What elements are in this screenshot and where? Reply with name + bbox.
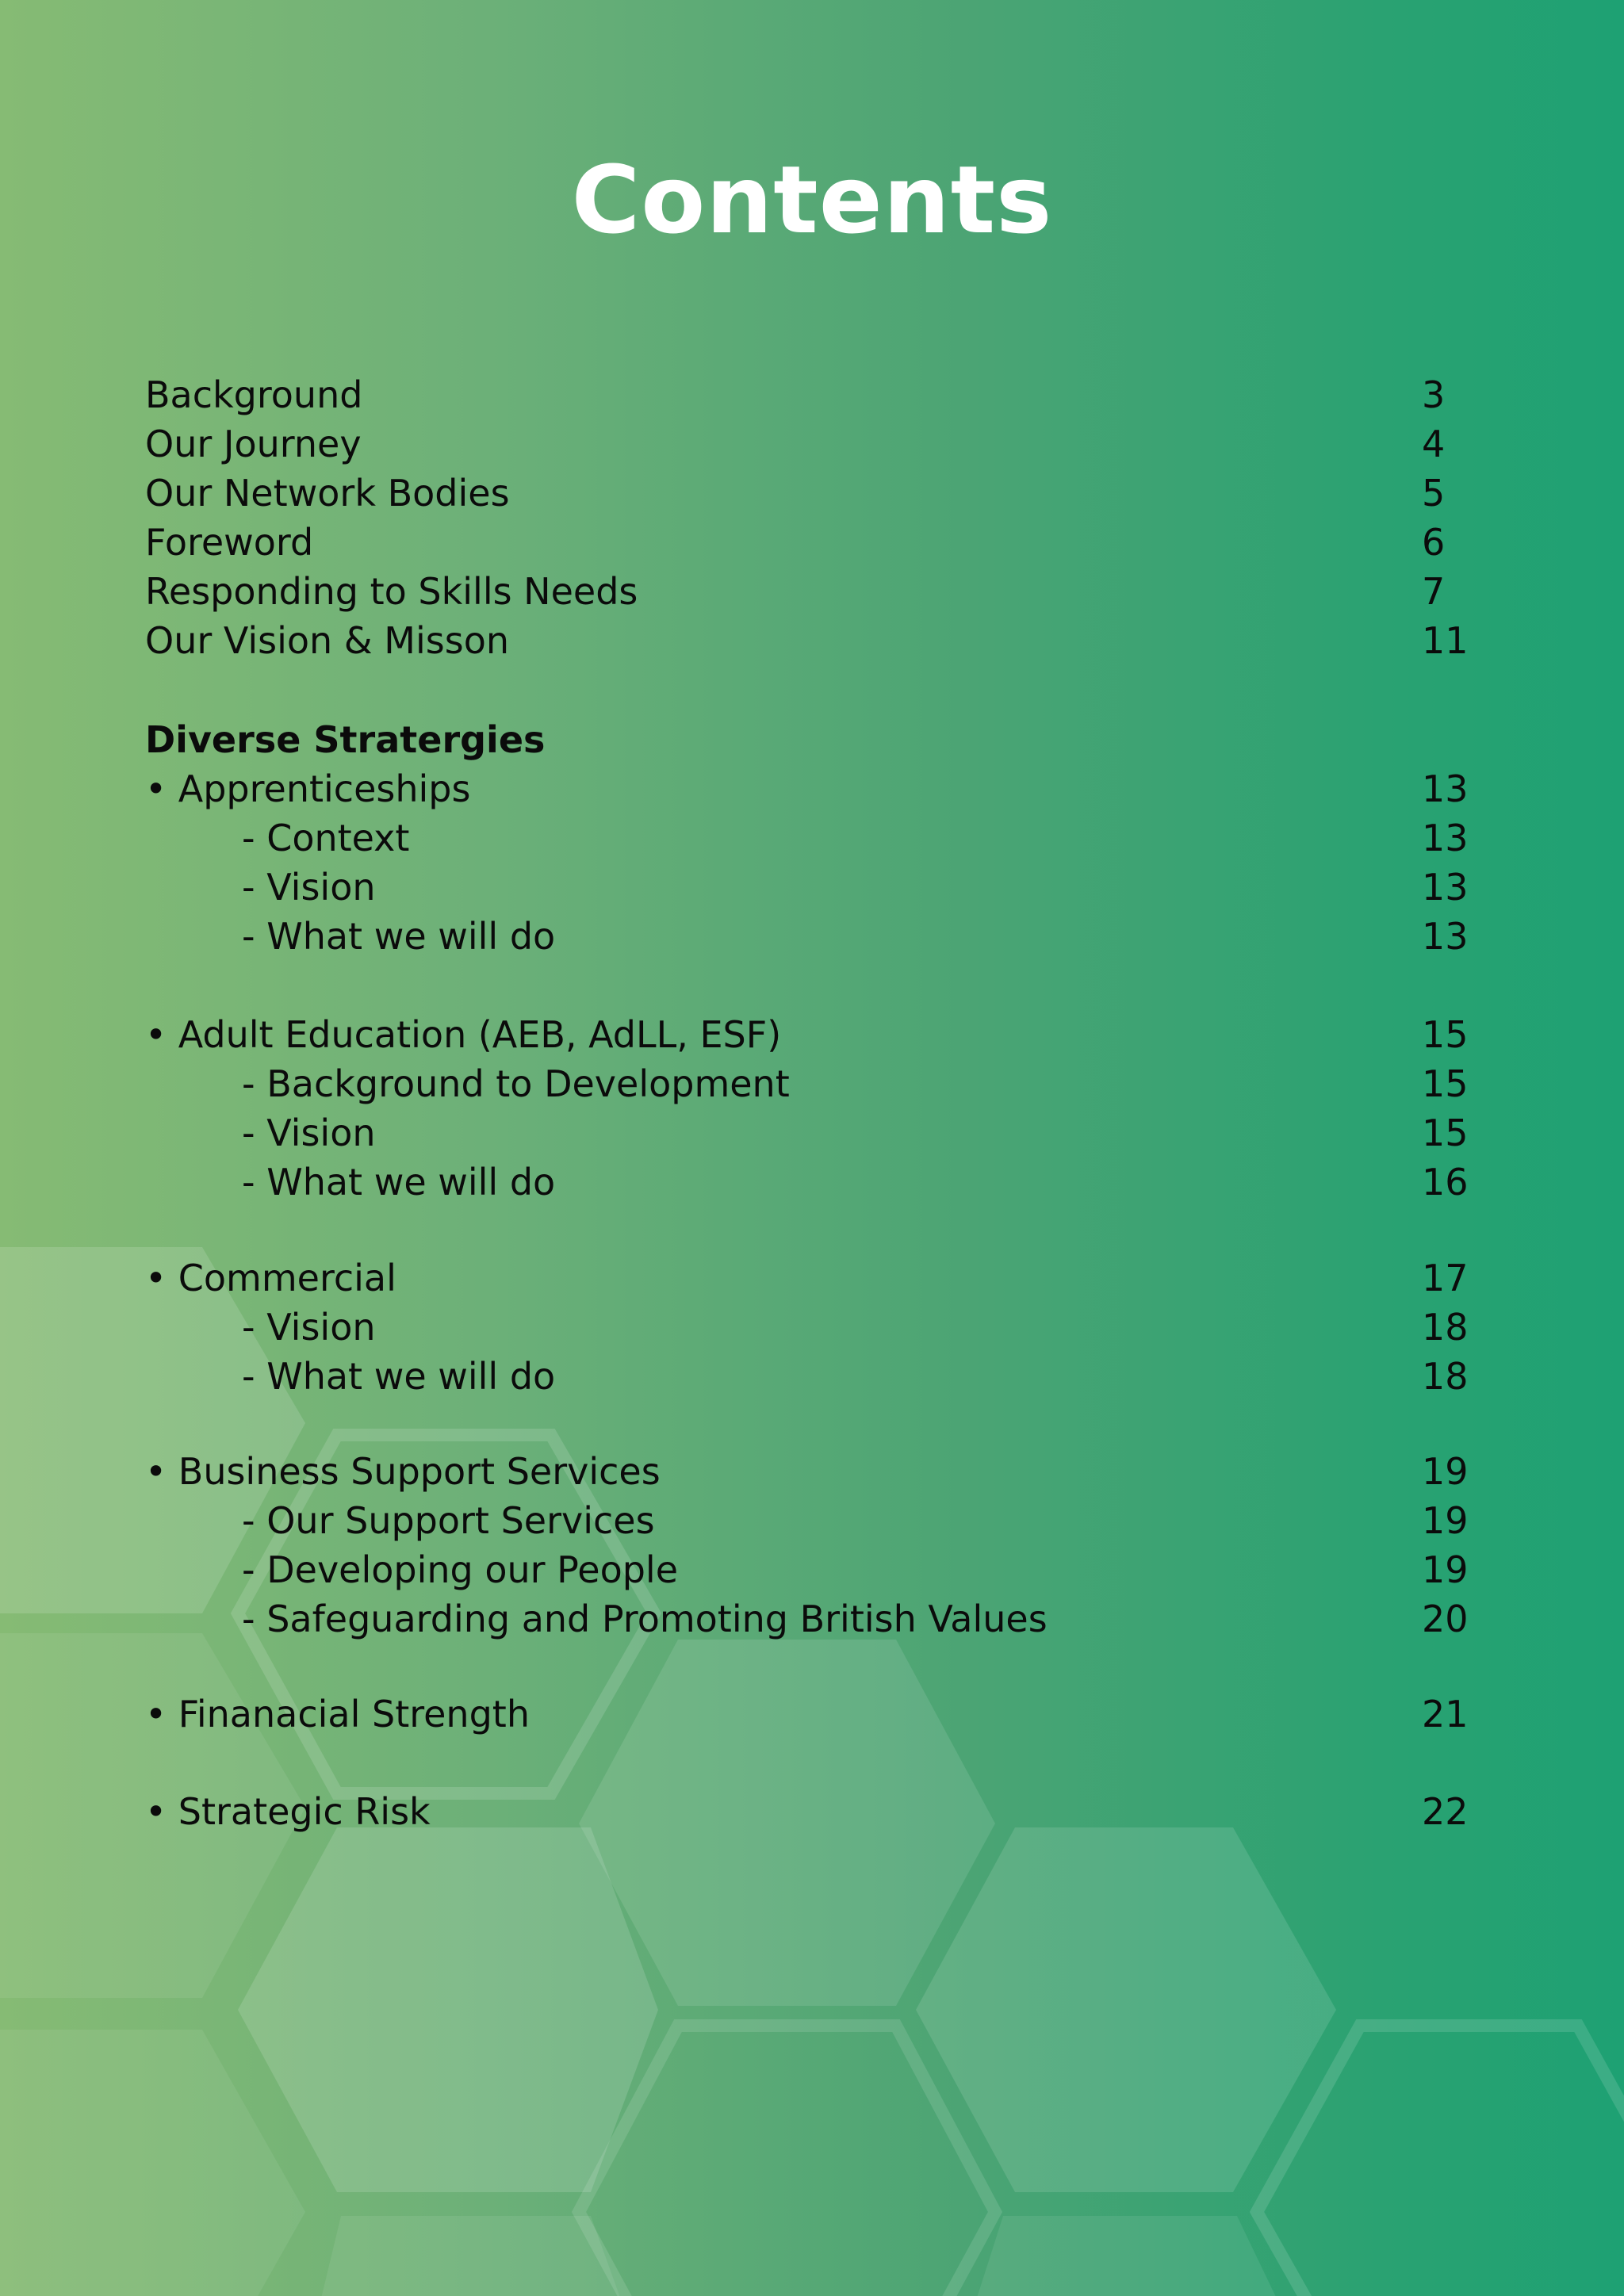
- toc-entry-page: 13: [1422, 817, 1469, 859]
- toc-entry-label: - What we will do: [242, 1161, 556, 1203]
- toc-entry-page: 19: [1422, 1548, 1469, 1591]
- toc-entry-label: - Developing our People: [242, 1548, 679, 1591]
- toc-section-heading: [0, 715, 1624, 764]
- toc-entry-label: - Vision: [242, 866, 376, 909]
- section-heading-label: Diverse Stratergies: [145, 718, 546, 761]
- toc-entry[interactable]: [0, 370, 1624, 419]
- toc-subentry[interactable]: [0, 1352, 1624, 1401]
- toc-entry-label: - Background to Development: [242, 1062, 790, 1105]
- toc-entry-page: 20: [1422, 1598, 1469, 1640]
- toc-entry-label: - What we will do: [242, 915, 556, 958]
- toc-entry-page: 15: [1422, 1062, 1469, 1105]
- toc-entry-label: - Our Support Services: [242, 1499, 655, 1542]
- toc-entry-page: 16: [1422, 1161, 1469, 1203]
- toc-entry[interactable]: [0, 518, 1624, 567]
- toc-entry-label: • Business Support Services: [145, 1450, 661, 1493]
- toc-subentry[interactable]: [0, 863, 1624, 912]
- toc-entry-label: - What we will do: [242, 1355, 556, 1398]
- toc-subentry[interactable]: [0, 1158, 1624, 1207]
- toc-entry-page: 18: [1422, 1355, 1469, 1398]
- toc-entry-label: Our Network Bodies: [145, 472, 510, 515]
- toc-entry-label: Our Vision & Misson: [145, 619, 509, 662]
- toc-entry[interactable]: [0, 567, 1624, 616]
- page-title: Contents: [571, 145, 1053, 254]
- toc-entry-label: Background: [145, 373, 363, 416]
- toc-entry-page: 21: [1422, 1693, 1469, 1735]
- toc-entry[interactable]: [0, 1253, 1624, 1303]
- toc-entry[interactable]: [0, 469, 1624, 518]
- toc-entry-page: 22: [1422, 1790, 1469, 1833]
- toc-entry[interactable]: [0, 419, 1624, 469]
- toc-subentry[interactable]: [0, 912, 1624, 961]
- toc-entry-label: • Strategic Risk: [145, 1790, 431, 1833]
- toc-entry-page: 13: [1422, 915, 1469, 958]
- toc-subentry[interactable]: [0, 813, 1624, 863]
- toc-entry-page: 6: [1422, 521, 1446, 564]
- toc-subentry[interactable]: [0, 1545, 1624, 1594]
- toc-subentry[interactable]: [0, 1059, 1624, 1108]
- toc-entry-label: - Vision: [242, 1306, 376, 1349]
- toc-entry-page: 15: [1422, 1112, 1469, 1154]
- toc-entry-page: 17: [1422, 1257, 1469, 1299]
- toc-entry-label: - Context: [242, 817, 410, 859]
- toc-entry-page: 13: [1422, 767, 1469, 810]
- toc-entry-label: Our Journey: [145, 423, 362, 465]
- toc-entry[interactable]: [0, 1689, 1624, 1739]
- toc-entry-label: - Safeguarding and Promoting British Values: [242, 1598, 1048, 1640]
- toc-entry-page: 3: [1422, 373, 1446, 416]
- toc-entry-page: 18: [1422, 1306, 1469, 1349]
- toc-entry[interactable]: [0, 1010, 1624, 1059]
- toc-entry[interactable]: [0, 1787, 1624, 1836]
- toc-entry-page: 13: [1422, 866, 1469, 909]
- toc-entry[interactable]: [0, 764, 1624, 813]
- toc-entry-page: 19: [1422, 1450, 1469, 1493]
- toc-entry-label: Responding to Skills Needs: [145, 570, 638, 613]
- toc-entry-label: • Adult Education (AEB, AdLL, ESF): [145, 1013, 782, 1056]
- toc-subentry[interactable]: [0, 1496, 1624, 1545]
- toc-entry-page: 7: [1422, 570, 1446, 613]
- toc-entry-label: • Finanacial Strength: [145, 1693, 530, 1735]
- toc-entry-label: • Apprenticeships: [145, 767, 471, 810]
- toc-entry-page: 11: [1422, 619, 1469, 662]
- toc-entry-label: • Commercial: [145, 1257, 396, 1299]
- toc-entry-label: Foreword: [145, 521, 314, 564]
- toc-subentry[interactable]: [0, 1303, 1624, 1352]
- toc-entry-page: 5: [1422, 472, 1446, 515]
- toc-entry-label: - Vision: [242, 1112, 376, 1154]
- toc-entry[interactable]: [0, 616, 1624, 665]
- toc-entry-page: 19: [1422, 1499, 1469, 1542]
- toc-entry-page: 4: [1422, 423, 1446, 465]
- toc-subentry[interactable]: [0, 1594, 1624, 1644]
- toc-subentry[interactable]: [0, 1108, 1624, 1158]
- toc-entry-page: 15: [1422, 1013, 1469, 1056]
- toc-entry[interactable]: [0, 1447, 1624, 1496]
